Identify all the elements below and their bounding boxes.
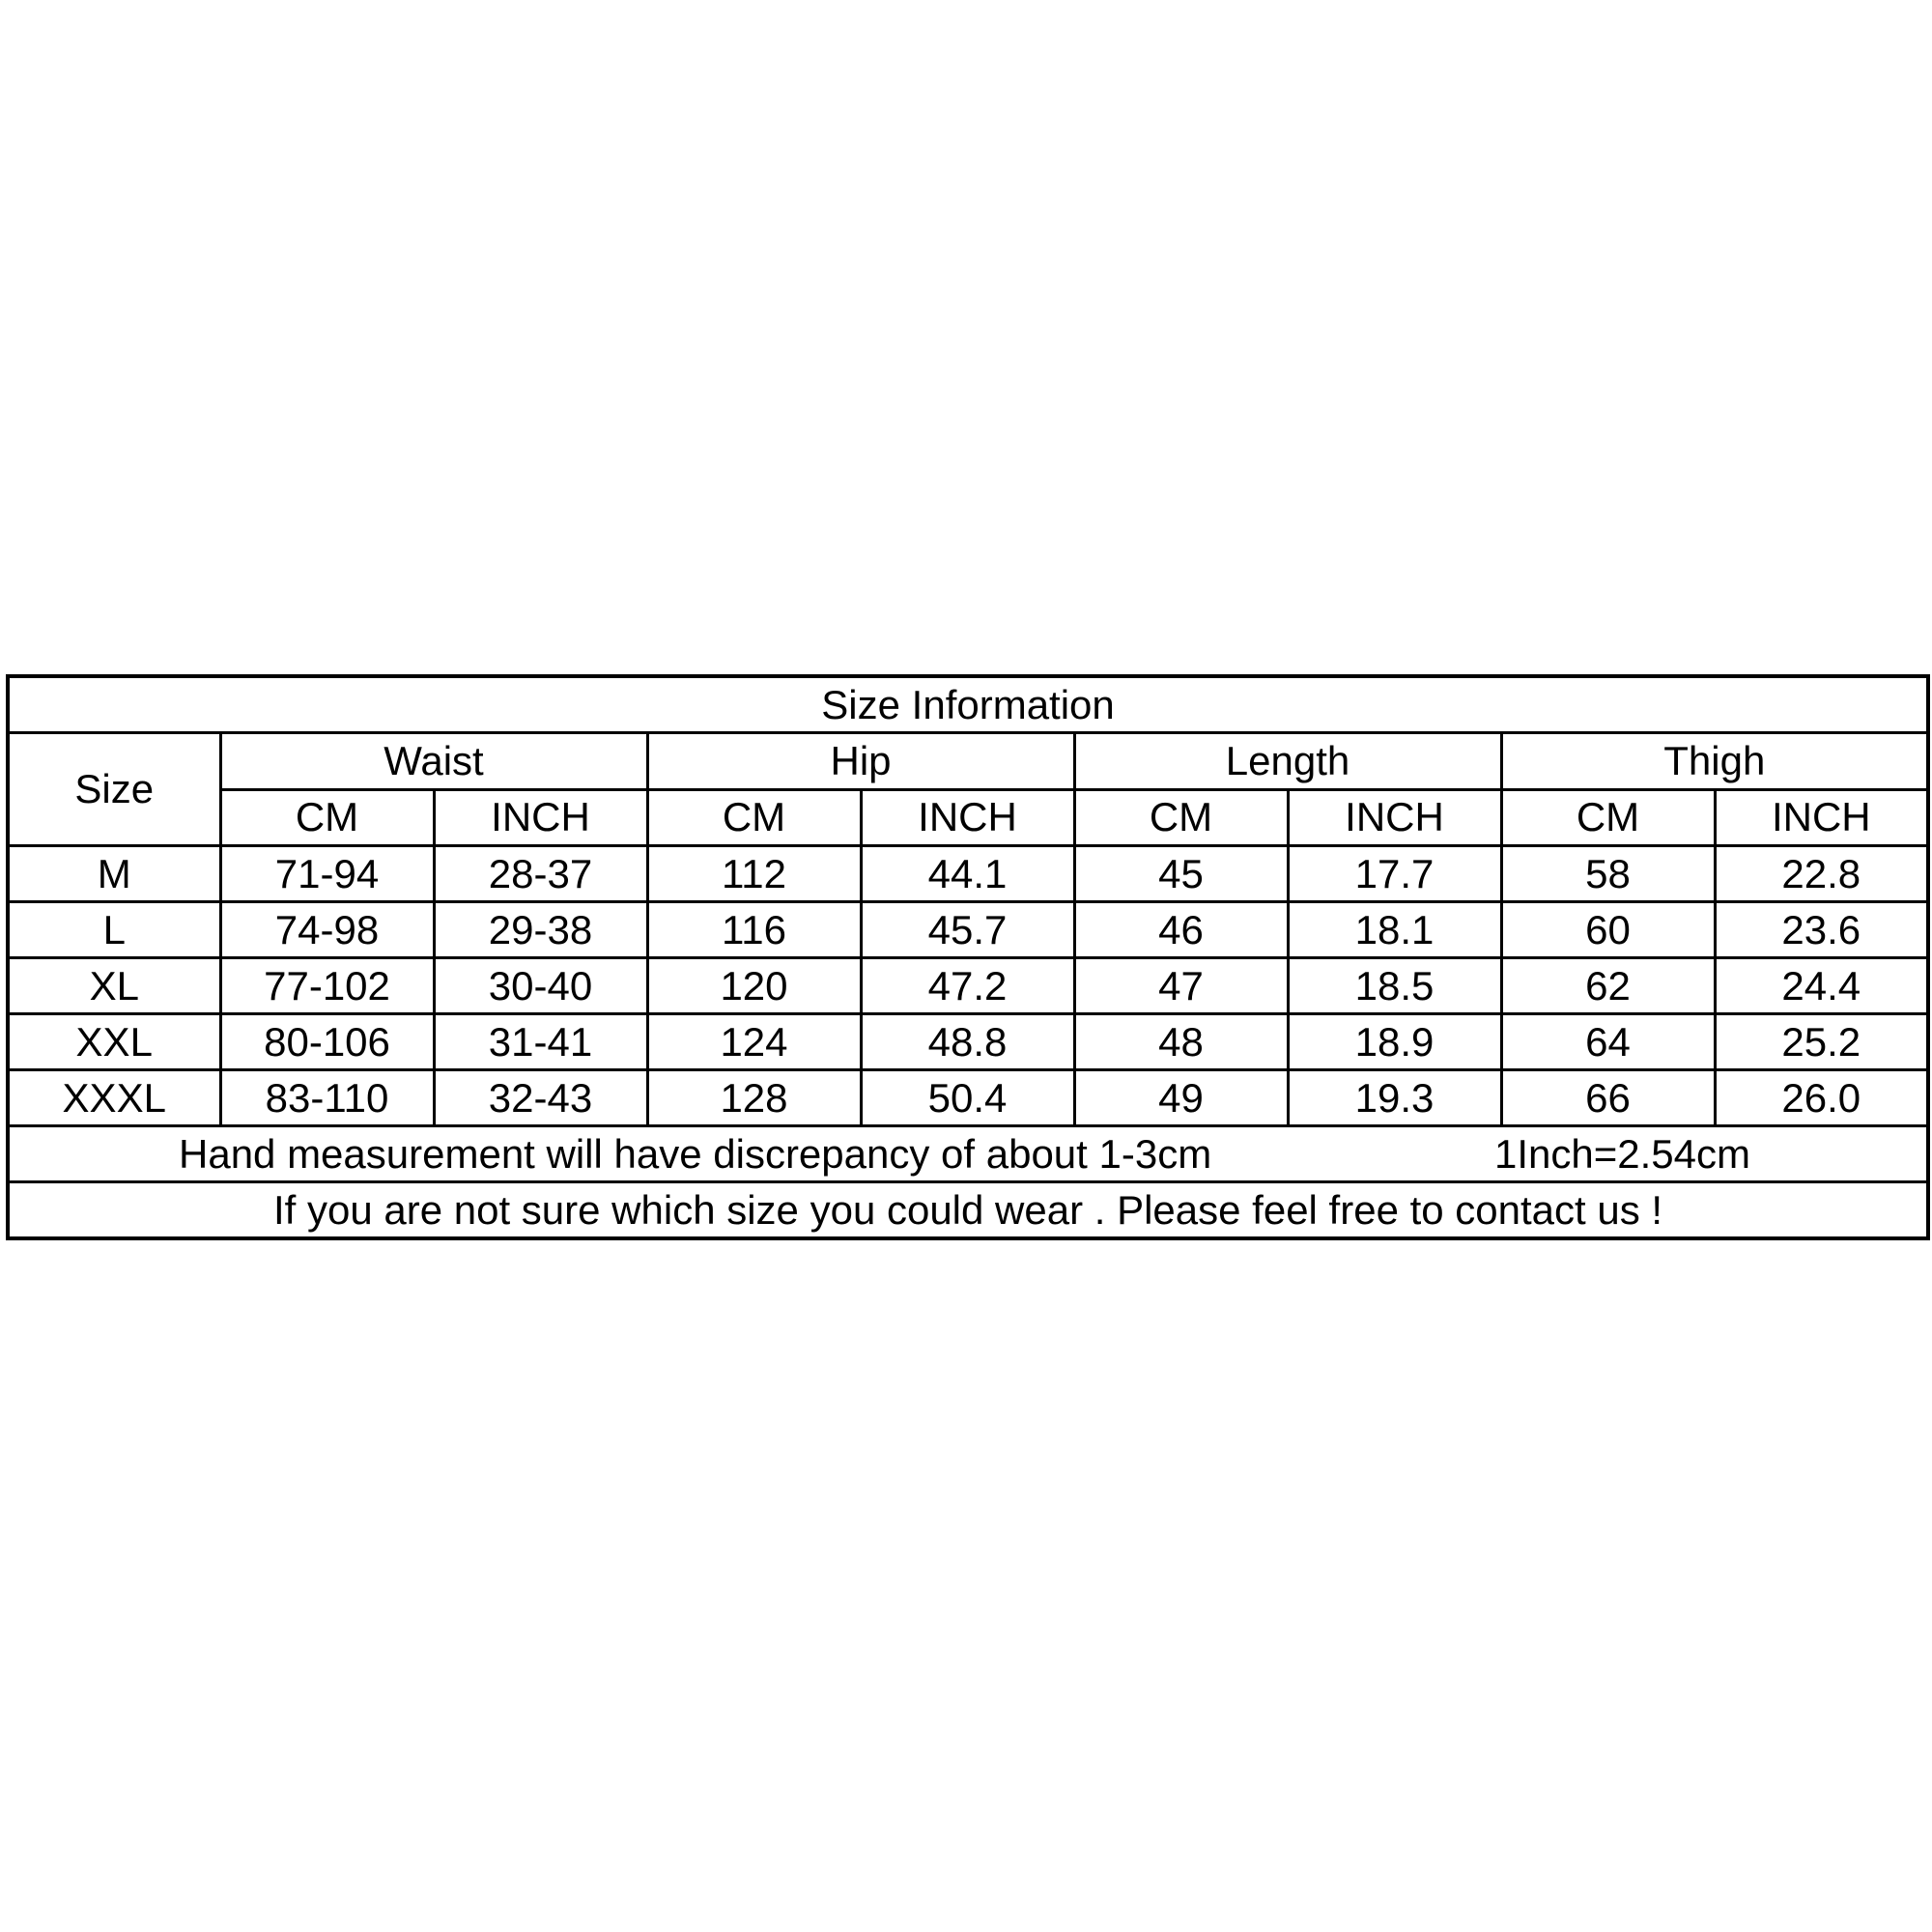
table-cell: 26.0 xyxy=(1715,1070,1928,1126)
table-cell: 24.4 xyxy=(1715,958,1928,1014)
table-cell: 74-98 xyxy=(220,902,434,958)
unit-header-waist-inch: INCH xyxy=(434,789,647,846)
unit-header-row xyxy=(8,789,1928,846)
chart-title: Size Information xyxy=(8,676,1928,733)
table-cell: 48 xyxy=(1074,1014,1288,1070)
table-cell: 17.7 xyxy=(1288,846,1501,902)
unit-header-thigh-inch: INCH xyxy=(1715,789,1928,846)
table-cell: 44.1 xyxy=(861,846,1074,902)
group-header-length: Length xyxy=(1074,733,1501,790)
contact-note-row xyxy=(8,1182,1928,1239)
measurement-note-cell xyxy=(8,1126,1928,1182)
measurement-note-row xyxy=(8,1126,1928,1182)
unit-header-thigh-cm: CM xyxy=(1501,789,1715,846)
unit-header-hip-inch: INCH xyxy=(861,789,1074,846)
table-cell: 18.9 xyxy=(1288,1014,1501,1070)
table-cell: 128 xyxy=(647,1070,861,1126)
table-cell: 58 xyxy=(1501,846,1715,902)
table-row xyxy=(8,902,1928,958)
measurement-note: Hand measurement will have discrepancy of about 1-3cm xyxy=(179,1130,1212,1177)
table-row xyxy=(8,1070,1928,1126)
table-cell: 47 xyxy=(1074,958,1288,1014)
table-cell: 28-37 xyxy=(434,846,647,902)
size-column-header: Size xyxy=(8,733,220,846)
table-cell: 18.5 xyxy=(1288,958,1501,1014)
table-row xyxy=(8,958,1928,1014)
table-row xyxy=(8,846,1928,902)
table-cell: 50.4 xyxy=(861,1070,1074,1126)
table-cell: 83-110 xyxy=(220,1070,434,1126)
table-cell: 18.1 xyxy=(1288,902,1501,958)
table-cell: 29-38 xyxy=(434,902,647,958)
table-cell: 62 xyxy=(1501,958,1715,1014)
table-cell: 60 xyxy=(1501,902,1715,958)
table-row xyxy=(8,1014,1928,1070)
group-header-hip: Hip xyxy=(647,733,1074,790)
table-cell: 71-94 xyxy=(220,846,434,902)
group-header-row xyxy=(8,733,1928,790)
table-cell: 49 xyxy=(1074,1070,1288,1126)
table-cell: 120 xyxy=(647,958,861,1014)
title-row xyxy=(8,676,1928,733)
size-chart-table xyxy=(6,674,1930,1240)
table-cell: 22.8 xyxy=(1715,846,1928,902)
table-cell: 32-43 xyxy=(434,1070,647,1126)
group-header-thigh: Thigh xyxy=(1501,733,1928,790)
table-cell: 45 xyxy=(1074,846,1288,902)
size-cell: XL xyxy=(8,958,220,1014)
table-cell: 31-41 xyxy=(434,1014,647,1070)
table-cell: 66 xyxy=(1501,1070,1715,1126)
size-cell: L xyxy=(8,902,220,958)
table-cell: 47.2 xyxy=(861,958,1074,1014)
size-cell: XXXL xyxy=(8,1070,220,1126)
table-cell: 46 xyxy=(1074,902,1288,958)
table-cell: 19.3 xyxy=(1288,1070,1501,1126)
table-cell: 64 xyxy=(1501,1014,1715,1070)
table-cell: 30-40 xyxy=(434,958,647,1014)
unit-header-length-inch: INCH xyxy=(1288,789,1501,846)
table-cell: 77-102 xyxy=(220,958,434,1014)
group-header-waist: Waist xyxy=(220,733,647,790)
size-cell: M xyxy=(8,846,220,902)
table-cell: 45.7 xyxy=(861,902,1074,958)
unit-header-length-cm: CM xyxy=(1074,789,1288,846)
size-cell: XXL xyxy=(8,1014,220,1070)
unit-header-hip-cm: CM xyxy=(647,789,861,846)
table-cell: 48.8 xyxy=(861,1014,1074,1070)
table-cell: 112 xyxy=(647,846,861,902)
unit-header-waist-cm: CM xyxy=(220,789,434,846)
table-cell: 23.6 xyxy=(1715,902,1928,958)
contact-note: If you are not sure which size you could wear . Please feel free to contact us ! xyxy=(8,1182,1928,1239)
conversion-note: 1Inch=2.54cm xyxy=(1494,1130,1751,1177)
table-cell: 124 xyxy=(647,1014,861,1070)
table-cell: 116 xyxy=(647,902,861,958)
table-cell: 80-106 xyxy=(220,1014,434,1070)
table-cell: 25.2 xyxy=(1715,1014,1928,1070)
